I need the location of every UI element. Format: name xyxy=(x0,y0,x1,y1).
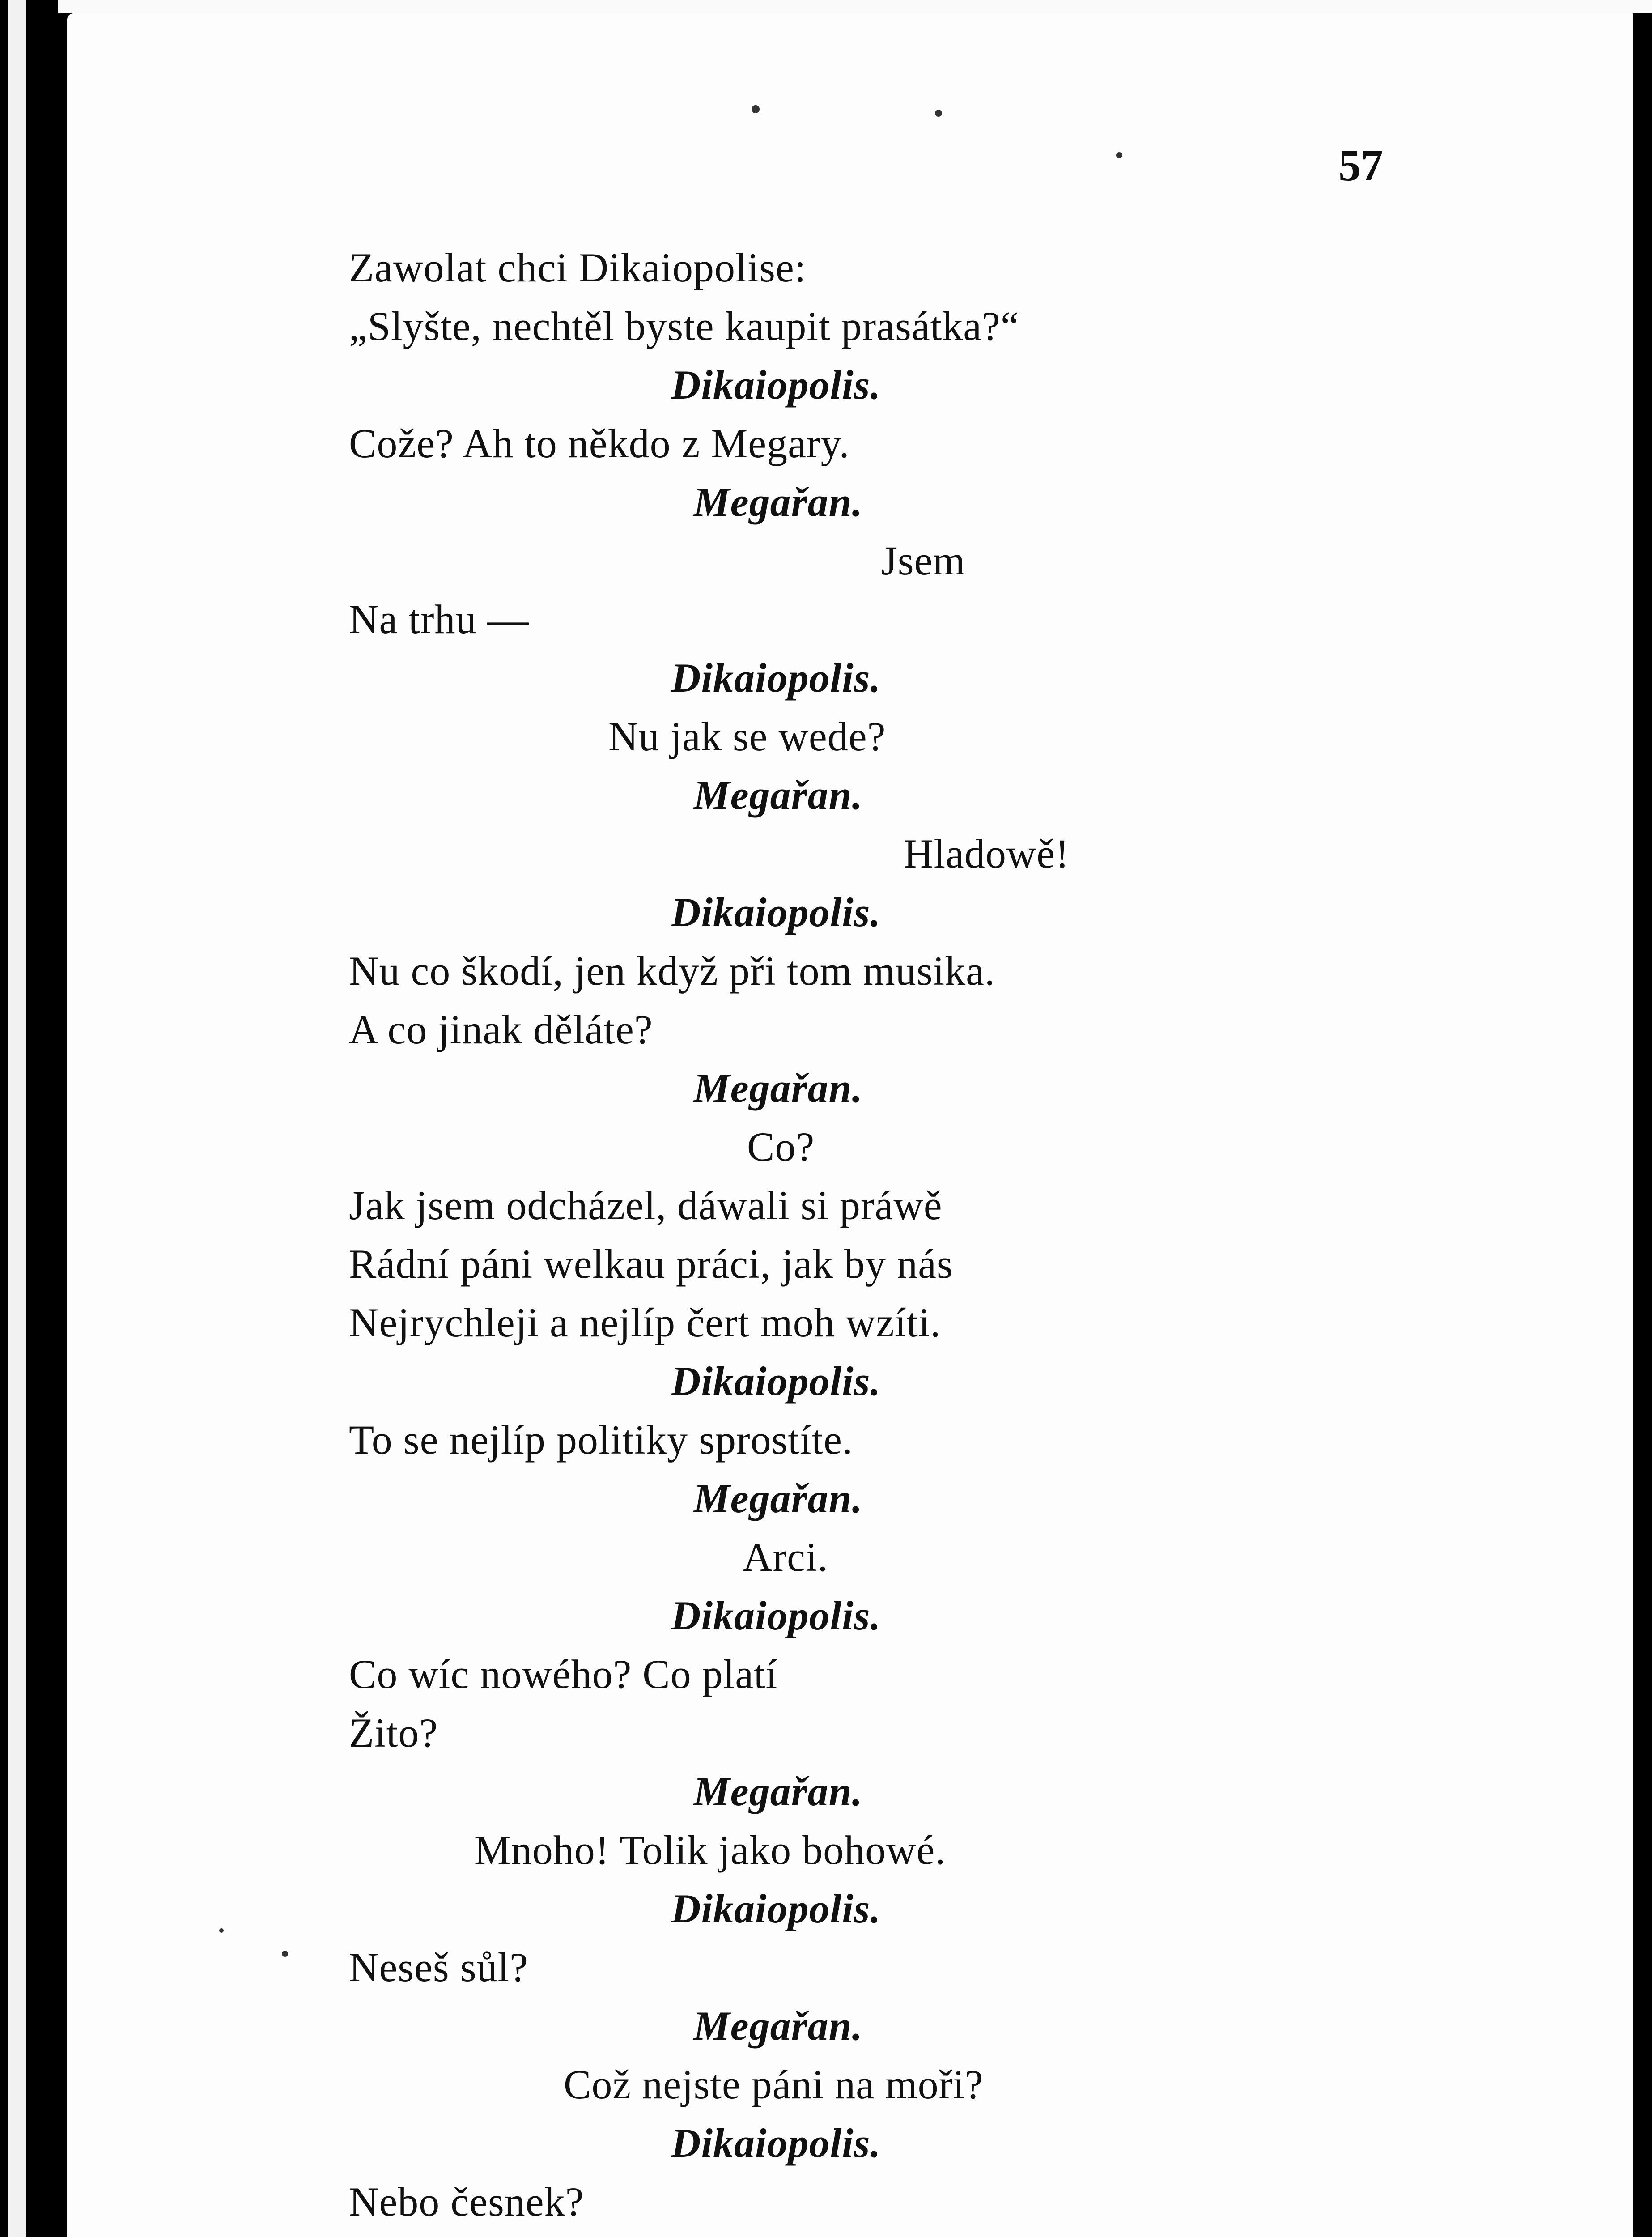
verse-line: Rádní páni welkau práci, jak by nás xyxy=(349,1241,953,1287)
speaker-name: Megařan. xyxy=(693,1769,863,1814)
speaker-name: Dikaiopolis. xyxy=(671,1358,881,1404)
speaker-name: Megařan. xyxy=(693,1065,863,1111)
verse-line: Zawolat chci Dikaiopolise: xyxy=(349,245,807,290)
scan-speck xyxy=(935,110,942,117)
speaker-name: Dikaiopolis. xyxy=(671,1593,881,1638)
scan-speck xyxy=(1116,152,1122,158)
verse-line: Nu jak se wede? xyxy=(608,714,886,759)
speaker-name: Dikaiopolis. xyxy=(671,1886,881,1931)
verse-line: „Slyšte, nechtěl byste kaupit prasátka?“ xyxy=(349,303,1019,349)
verse-line: Což nejste páni na moři? xyxy=(564,2062,984,2107)
verse-line: To se nejlíp politiky sprostíte. xyxy=(349,1417,853,1463)
speaker-name: Megařan. xyxy=(693,479,863,525)
speaker-name: Dikaiopolis. xyxy=(671,362,881,408)
scan-speck xyxy=(752,105,760,113)
scan-top-edge xyxy=(58,0,1652,13)
verse-line: Jak jsem odcházel, dáwali si práwě xyxy=(349,1182,943,1228)
speaker-name: Dikaiopolis. xyxy=(671,2120,881,2166)
speaker-name: Megařan. xyxy=(693,1476,863,1521)
speaker-name xyxy=(67,2231,1633,2237)
scan-left-strip xyxy=(8,0,26,2237)
verse-line: Neseš sůl? xyxy=(349,1944,528,1990)
verse-line: Hladowě! xyxy=(904,831,1070,876)
speaker-name: Megařan. xyxy=(693,772,863,818)
scan-speck xyxy=(282,1951,288,1957)
verse-line: Mnoho! Tolik jako bohowé. xyxy=(474,1827,946,1873)
verse-line: Nejrychleji a nejlíp čert moh wzíti. xyxy=(349,1300,941,1345)
verse-line: Nebo česnek? xyxy=(349,2179,584,2224)
verse-line: A co jinak děláte? xyxy=(349,1007,653,1052)
verse-line: Arci. xyxy=(743,1534,828,1580)
dialogue-text xyxy=(67,238,1633,2237)
verse-line: Nu co škodí, jen když při tom musika. xyxy=(349,948,995,994)
verse-line: Na trhu — xyxy=(349,596,529,642)
book-page xyxy=(67,13,1633,2237)
verse-line: Cože? Ah to někdo z Megary. xyxy=(349,421,850,466)
verse-line: Jsem xyxy=(881,538,965,583)
verse-line: Žito? xyxy=(349,1710,438,1756)
verse-line: Co? xyxy=(747,1124,815,1170)
verse-line: Co wíc nowého? Co platí xyxy=(349,1651,778,1697)
page-number: 57 xyxy=(1338,140,1383,190)
scan-speck xyxy=(219,1928,224,1933)
speaker-name: Dikaiopolis. xyxy=(671,655,881,701)
speaker-name: Dikaiopolis. xyxy=(671,889,881,935)
speaker-name: Megařan. xyxy=(693,2003,863,2049)
